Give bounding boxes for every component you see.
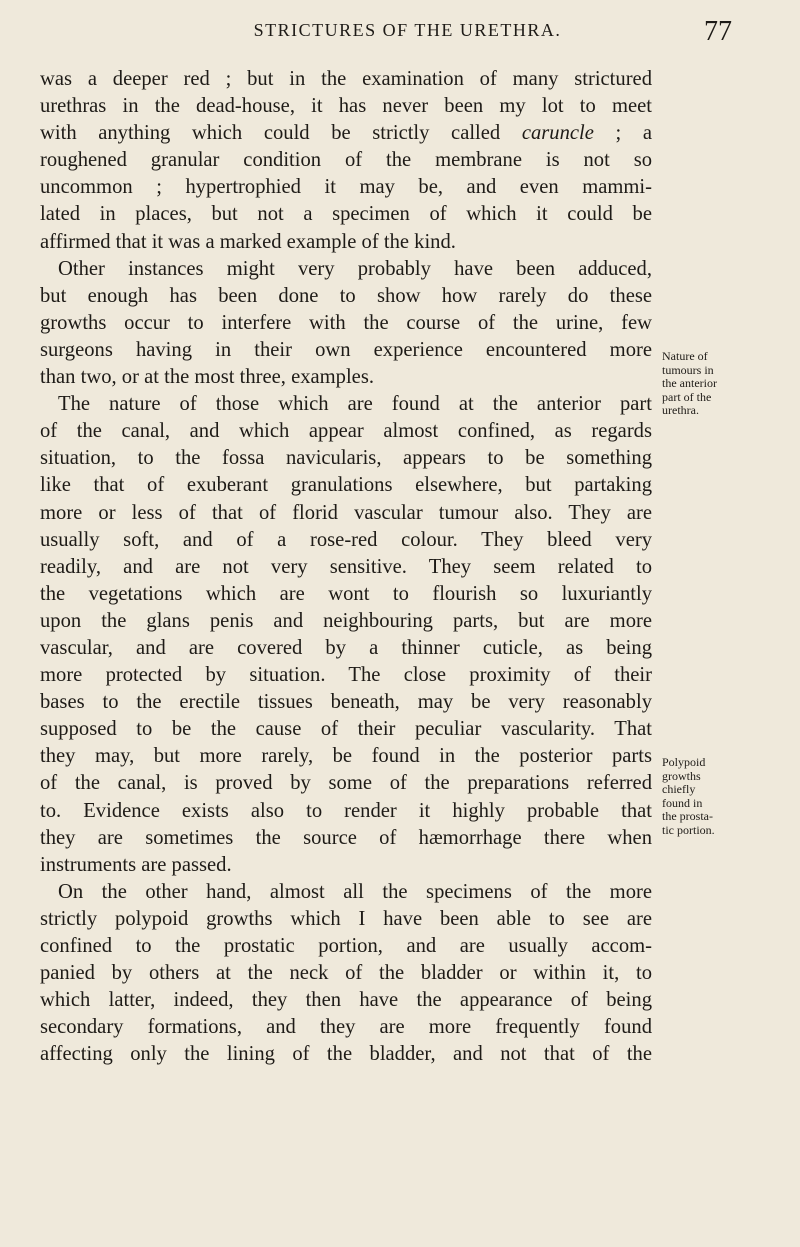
text-line: readily, and are not very sensitive. They seem related to — [40, 555, 652, 578]
text-line: The nature of those which are found at the anterior part — [58, 393, 652, 416]
margin-note-line: tic portion. — [662, 822, 715, 837]
text-line: growths occur to interfere with the course of the urine, few — [40, 311, 652, 334]
text-line: more or less of that of florid vascular tumour also. They are — [40, 501, 652, 524]
text-line: usually soft, and of a rose-red colour. They bleed very — [40, 528, 652, 551]
text-line: surgeons having in their own experience encountered more — [40, 338, 652, 361]
text-line: with anything which could be strictly called caruncle ; a — [40, 122, 652, 145]
text-line: of the canal, and which appear almost confined, as regards — [40, 420, 652, 443]
margin-note-line: Nature of — [662, 349, 708, 363]
text-line: bases to the erectile tissues beneath, may be very reasonably — [40, 691, 652, 714]
text-line: to. Evidence exists also to render it highly probable that — [40, 799, 652, 822]
text-line: instruments are passed. — [40, 853, 232, 876]
text-line: the vegetations which are wont to flourish so luxuriantly — [40, 582, 652, 605]
emphasis-caruncle: caruncle — [521, 122, 594, 145]
text-line: lated in places, but not a specimen of which it could be — [40, 203, 652, 226]
text-line: more protected by situation. The close proximity of their — [40, 664, 652, 687]
text-line: upon the glans penis and neighbouring parts, but are more — [40, 609, 652, 632]
text-line: confined to the prostatic portion, and are usually accom- — [40, 935, 652, 957]
text-line: strictly polypoid growths which I have been able to see are — [40, 907, 652, 930]
text-line: which latter, indeed, they then have the appearance of being — [40, 989, 652, 1012]
page-number: 77 — [704, 16, 732, 47]
text-line: uncommon ; hypertrophied it may be, and even mammi- — [40, 176, 652, 199]
margin-note-tumours-anterior — [662, 350, 782, 418]
text-line: Other instances might very probably have been adduced, — [58, 257, 652, 280]
text-line: was a deeper red ; but in the examination of many strictured — [40, 68, 652, 90]
margin-note-line: the prosta- — [662, 809, 713, 823]
text-line: they may, but more rarely, be found in the posterior parts — [40, 745, 652, 768]
text-line: they are sometimes the source of hæmorrhage there when — [40, 826, 652, 849]
text-line: but enough has been done to show how rarely do these — [40, 284, 652, 307]
text-line: secondary formations, and they are more frequently found — [40, 1016, 652, 1039]
text-line: than two, or at the most three, examples. — [40, 366, 374, 389]
margin-note-line: growths — [662, 768, 701, 783]
margin-note-line: tumours in — [662, 362, 714, 377]
margin-note-line: urethra. — [662, 403, 699, 417]
text-line: affecting only the lining of the bladder, and not that of the — [40, 1043, 652, 1066]
running-title: STRICTURES OF THE URETHRA. — [253, 20, 562, 40]
text-line: situation, to the fossa navicularis, appears to be something — [40, 447, 652, 470]
margin-note-polypoid-growths — [662, 756, 782, 837]
margin-note-line: part of the — [662, 389, 712, 404]
margin-note-line: the anterior — [662, 376, 717, 390]
margin-note-line: chiefly — [662, 782, 696, 796]
text-line: affirmed that it was a marked example of the kind. — [40, 230, 456, 253]
text-line: urethras in the dead-house, it has never been my lot to meet — [40, 95, 652, 118]
text-line: like that of exuberant granulations elsewhere, but partaking — [40, 474, 652, 497]
margin-note-line: Polypoid — [662, 755, 706, 769]
text-line: vascular, and are covered by a thinner cuticle, as being — [40, 636, 652, 659]
text-line: of the canal, is proved by some of the preparations referred — [40, 772, 652, 795]
text-line: panied by others at the neck of the bladder or within it, to — [40, 962, 652, 985]
text-line: supposed to be the cause of their peculiar vascularity. That — [40, 718, 652, 741]
margin-note-line: found in — [662, 795, 703, 810]
body-text — [40, 66, 652, 1068]
text-line: roughened granular condition of the membrane is not so — [40, 149, 652, 172]
text-line: On the other hand, almost all the specimens of the more — [58, 880, 652, 903]
